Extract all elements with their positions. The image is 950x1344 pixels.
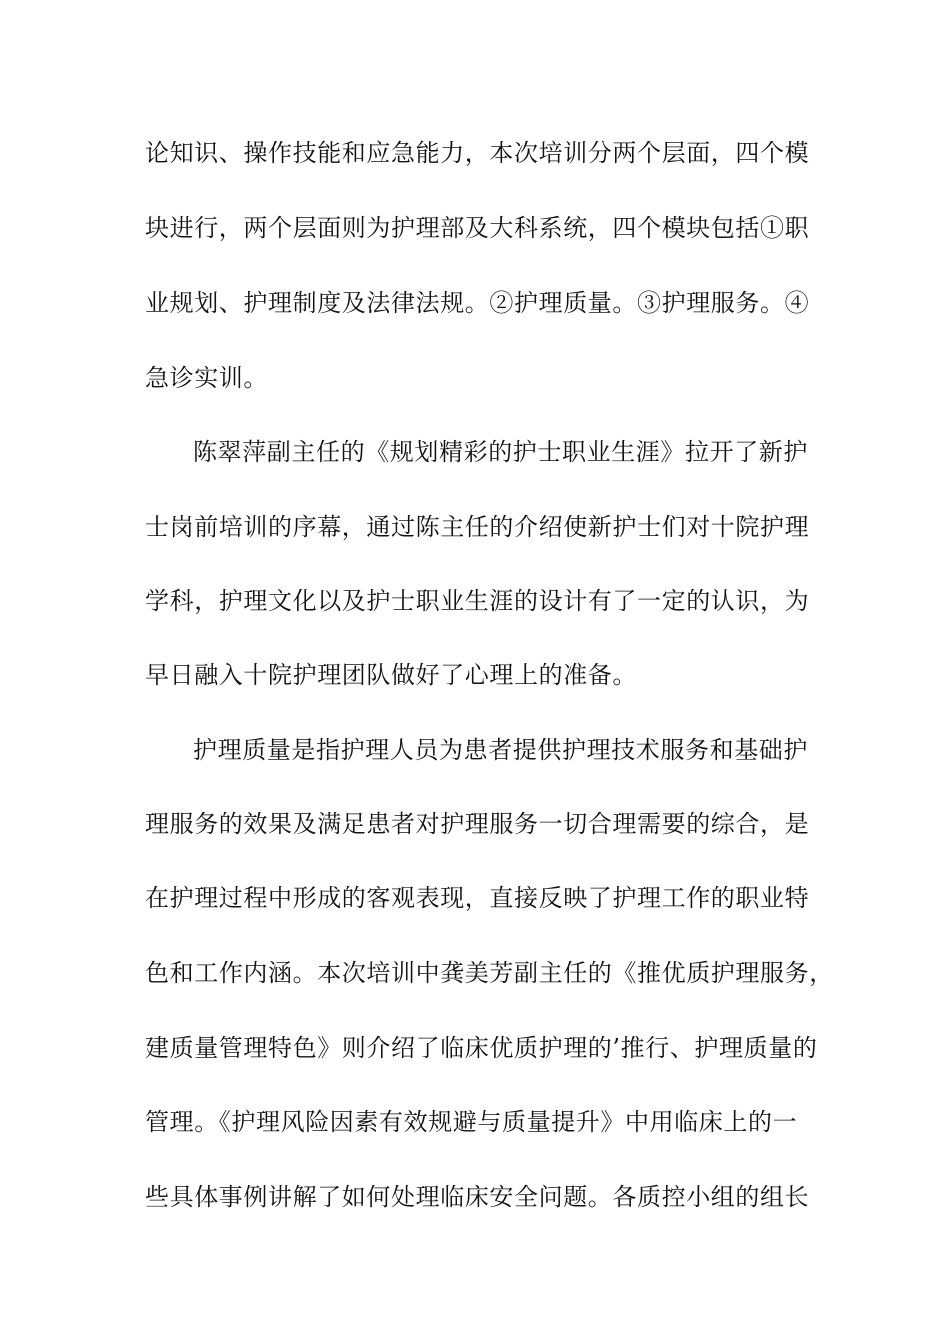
paragraph-2-line-4: 早日融入十院护理团队做好了心理上的准备。 [145, 661, 637, 689]
paragraph-3-line-6: 管理。《护理风险因素有效规避与质量提升》中用临床上的一 [145, 1108, 798, 1136]
paragraph-2-line-3: 学科，护理文化以及护士职业生涯的设计有了一定的认识，为 [145, 587, 810, 615]
paragraph-3-line-4: 色和工作内涵。本次培训中龚美芳副主任的《推优质护理服务， [145, 959, 834, 987]
paragraph-1-line-1: 论知识、操作技能和应急能力，本次培训分两个层面，四个模 [145, 139, 810, 167]
paragraph-1-line-4: 急诊实训。 [145, 364, 268, 392]
paragraph-1-line-3: 业规划、护理制度及法律法规。②护理质量。③护理服务。④ [145, 289, 810, 317]
paragraph-2-line-1: 陈翠萍副主任的《规划精彩的护士职业生涯》拉开了新护 [193, 438, 808, 466]
paragraph-3-line-5: 建质量管理特色》则介绍了临床优质护理的’推行、护理质量的 [145, 1034, 818, 1062]
paragraph-3-line-7: 些具体事例讲解了如何处理临床安全问题。各质控小组的组长 [145, 1183, 810, 1211]
paragraph-1-line-2: 块进行，两个层面则为护理部及大科系统，四个模块包括①职 [145, 214, 810, 242]
paragraph-3-line-2: 理服务的效果及满足患者对护理服务一切合理需要的综合，是 [145, 810, 810, 838]
paragraph-2-line-2: 士岗前培训的序幕，通过陈主任的介绍使新护士们对十院护理 [145, 513, 810, 541]
paragraph-3-line-1: 护理质量是指护理人员为患者提供护理技术服务和基础护 [193, 736, 808, 764]
paragraph-3-line-3: 在护理过程中形成的客观表现，直接反映了护理工作的职业特 [145, 884, 810, 912]
